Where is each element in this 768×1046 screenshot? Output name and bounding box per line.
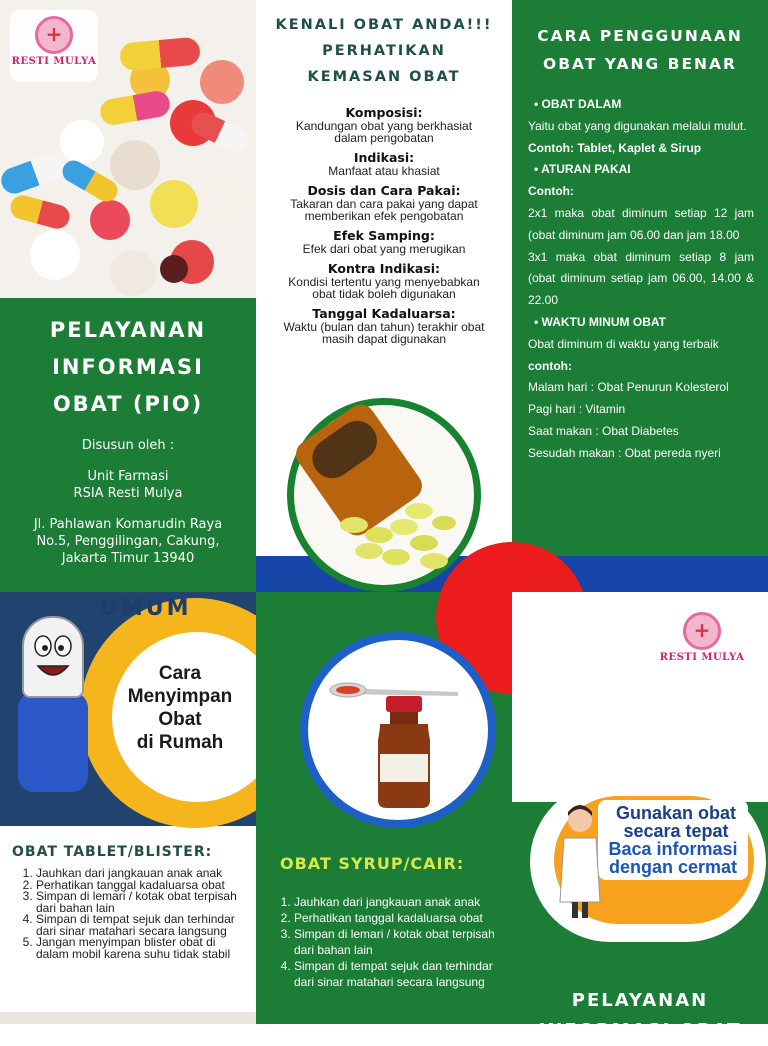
info-item [256,262,512,300]
aturan-heading: • ATURAN PAKAI [528,159,754,181]
address-line: Jakarta Timur 13940 [61,551,195,566]
back-title [512,986,768,1046]
syrup-bottle-icon [308,640,488,820]
hospital-emblem-icon [35,16,73,54]
resti-mulya-logo [10,10,98,82]
contoh-label: Contoh: [528,184,574,199]
waktu-example: Saat makan : Obat Diabetes [528,423,679,438]
info-item [256,151,512,177]
waktu-desc: Obat diminum di waktu yang terbaik [528,336,719,351]
tablet-title: OBAT TABLET/BLISTER: [12,844,213,860]
logo-text: RESTI MULYA [659,652,745,663]
storage-heading-line: Cara [158,663,202,684]
storage-heading-line: Menyimpan [127,686,233,707]
kenali-title-line: KENALI OBAT ANDA!!! [275,17,493,33]
disusun-label: Disusun oleh : [81,438,175,453]
cara-panel [512,0,768,556]
waktu-heading: • WAKTU MINUM OBAT [528,312,754,334]
tablet-list-item: 4. Simpan di tempat sejuk dan terhindar dari sinar matahari secara langsung [36,914,246,937]
cover-title-line: INFORMASI [52,355,204,379]
cover-title-block [0,298,256,592]
info-desc: Efek dari obat yang merugikan [302,242,466,256]
info-item [256,184,512,222]
info-desc: dalam pengobatan [334,131,434,145]
unit-name: Unit Farmasi [87,469,169,484]
syrup-list-item: 1. Jauhkan dari jangkauan anak anak [294,894,504,910]
hospital-emblem-icon [683,612,721,650]
storage-heading [124,662,236,754]
baca-line: Baca informasi [608,839,738,859]
aturan-example: 3x1 maka obat diminum setiap 8 jam (obat diminum setiap jam 06.00, 14.00 & 22.00 [528,249,754,308]
obat-dalam-desc: Yaitu obat yang digunakan melalui mulut. [528,118,747,133]
tablet-list-item: 5. Jangan menyimpan blister obat di dalam mobil karena suhu tidak stabil [36,937,246,960]
kenali-title-line: KEMASAN OBAT [307,69,461,85]
gunakan-obat-badge [530,782,766,942]
tablet-list-item: 2. Perhatikan tanggal kadaluarsa obat [36,880,246,892]
info-heading: Efek Samping: [333,228,435,243]
tablet-list-item: 3. Simpan di lemari / kotak obat terpisah dari bahan lain [36,891,246,914]
syrup-panel [256,592,512,1024]
cover-title [0,312,256,423]
tablet-list [24,868,246,960]
syrup-list [282,894,504,990]
umum-illustration [0,592,256,826]
kenali-title-line: PERHATIKAN [322,43,446,59]
aturan-example: 2x1 maka obat diminum setiap 12 jam (obat diminum jam 06.00 dan jam 18.00 [528,205,754,242]
logo-text: RESTI MULYA [11,56,97,67]
gunakan-text [606,804,746,840]
syrup-title: OBAT SYRUP/CAIR: [280,854,465,873]
waktu-example: Malam hari : Obat Penurun Kolesterol [528,380,729,395]
info-heading: Indikasi: [353,150,415,165]
cover-panel [0,0,256,592]
info-heading: Kontra Indikasi: [327,261,441,276]
back-title-line: INFORMASI OBAT [538,1020,742,1041]
pharmacist-icon [556,802,604,922]
waktu-example: Pagi hari : Vitamin [528,402,626,417]
obat-dalam-contoh: Contoh: Tablet, Kaplet & Sirup [528,140,702,155]
bottom-image-strip [0,1012,256,1024]
label-info-list [256,106,512,345]
hospital-name: RSIA Resti Mulya [73,486,183,501]
gunakan-line: secara tepat [623,821,729,841]
baca-line: dengan cermat [608,857,738,877]
info-desc: memberikan efek pengobatan [304,209,464,223]
back-cover-panel [512,592,768,1041]
info-desc: Kondisi tertentu yang menyebabkan [288,275,480,289]
address-line: No.5, Penggilingan, Cakung, [36,534,220,549]
address [0,516,256,567]
back-title-line: PELAYANAN [571,990,709,1011]
cara-body [512,78,768,465]
contoh-label: contoh: [528,358,572,373]
info-heading: Komposisi: [345,105,423,120]
obat-dalam-heading: • OBAT DALAM [528,94,754,116]
baca-text [598,840,748,876]
info-item [256,307,512,345]
info-item [256,229,512,255]
gunakan-line: Gunakan obat [615,803,736,823]
syrup-bottle-image [300,632,496,828]
umum-badge: UMUM [100,596,192,621]
kenali-title [256,12,512,90]
cara-title [512,22,768,78]
info-desc: masih dapat digunakan [321,332,447,346]
pill-bottle-icon [294,405,474,585]
cara-title-line: CARA PENGGUNAAN [537,27,743,45]
storage-heading-line: Obat [158,709,202,730]
info-item [256,106,512,144]
cover-title-line: OBAT (PIO) [52,392,204,416]
waktu-example: Sesudah makan : Obat pereda nyeri [528,445,721,460]
kenali-panel [256,0,512,592]
syrup-list-item: 3. Simpan di lemari / kotak obat terpisah dari bahan lain [294,926,504,958]
cara-title-line: OBAT YANG BENAR [543,55,737,73]
info-desc: obat tidak boleh digunakan [312,287,456,301]
capsule-mascot-icon [18,692,88,792]
info-heading: Tanggal Kadaluarsa: [312,306,456,321]
storage-tablet-panel [0,592,256,1024]
mascot-face-icon [22,616,84,698]
syrup-list-item: 4. Simpan di tempat sejuk dan terhindar dari sinar matahari secara langsung [294,958,504,990]
info-desc: Takaran dan cara pakai yang dapat [290,197,478,211]
resti-mulya-logo [652,606,752,678]
tablet-list-item: 1. Jauhkan dari jangkauan anak anak [36,868,246,880]
info-desc: Kandungan obat yang berkhasiat [295,119,473,133]
pill-bottle-image [287,398,481,592]
info-desc: Manfaat atau khasiat [328,164,440,178]
cover-title-line: PELAYANAN [49,318,207,342]
storage-heading-line: di Rumah [136,732,224,753]
address-line: Jl. Pahlawan Komarudin Raya [33,517,223,532]
info-desc: Waktu (bulan dan tahun) terakhir obat [283,320,485,334]
syrup-list-item: 2. Perhatikan tanggal kadaluarsa obat [294,910,504,926]
info-heading: Dosis dan Cara Pakai: [307,183,461,198]
